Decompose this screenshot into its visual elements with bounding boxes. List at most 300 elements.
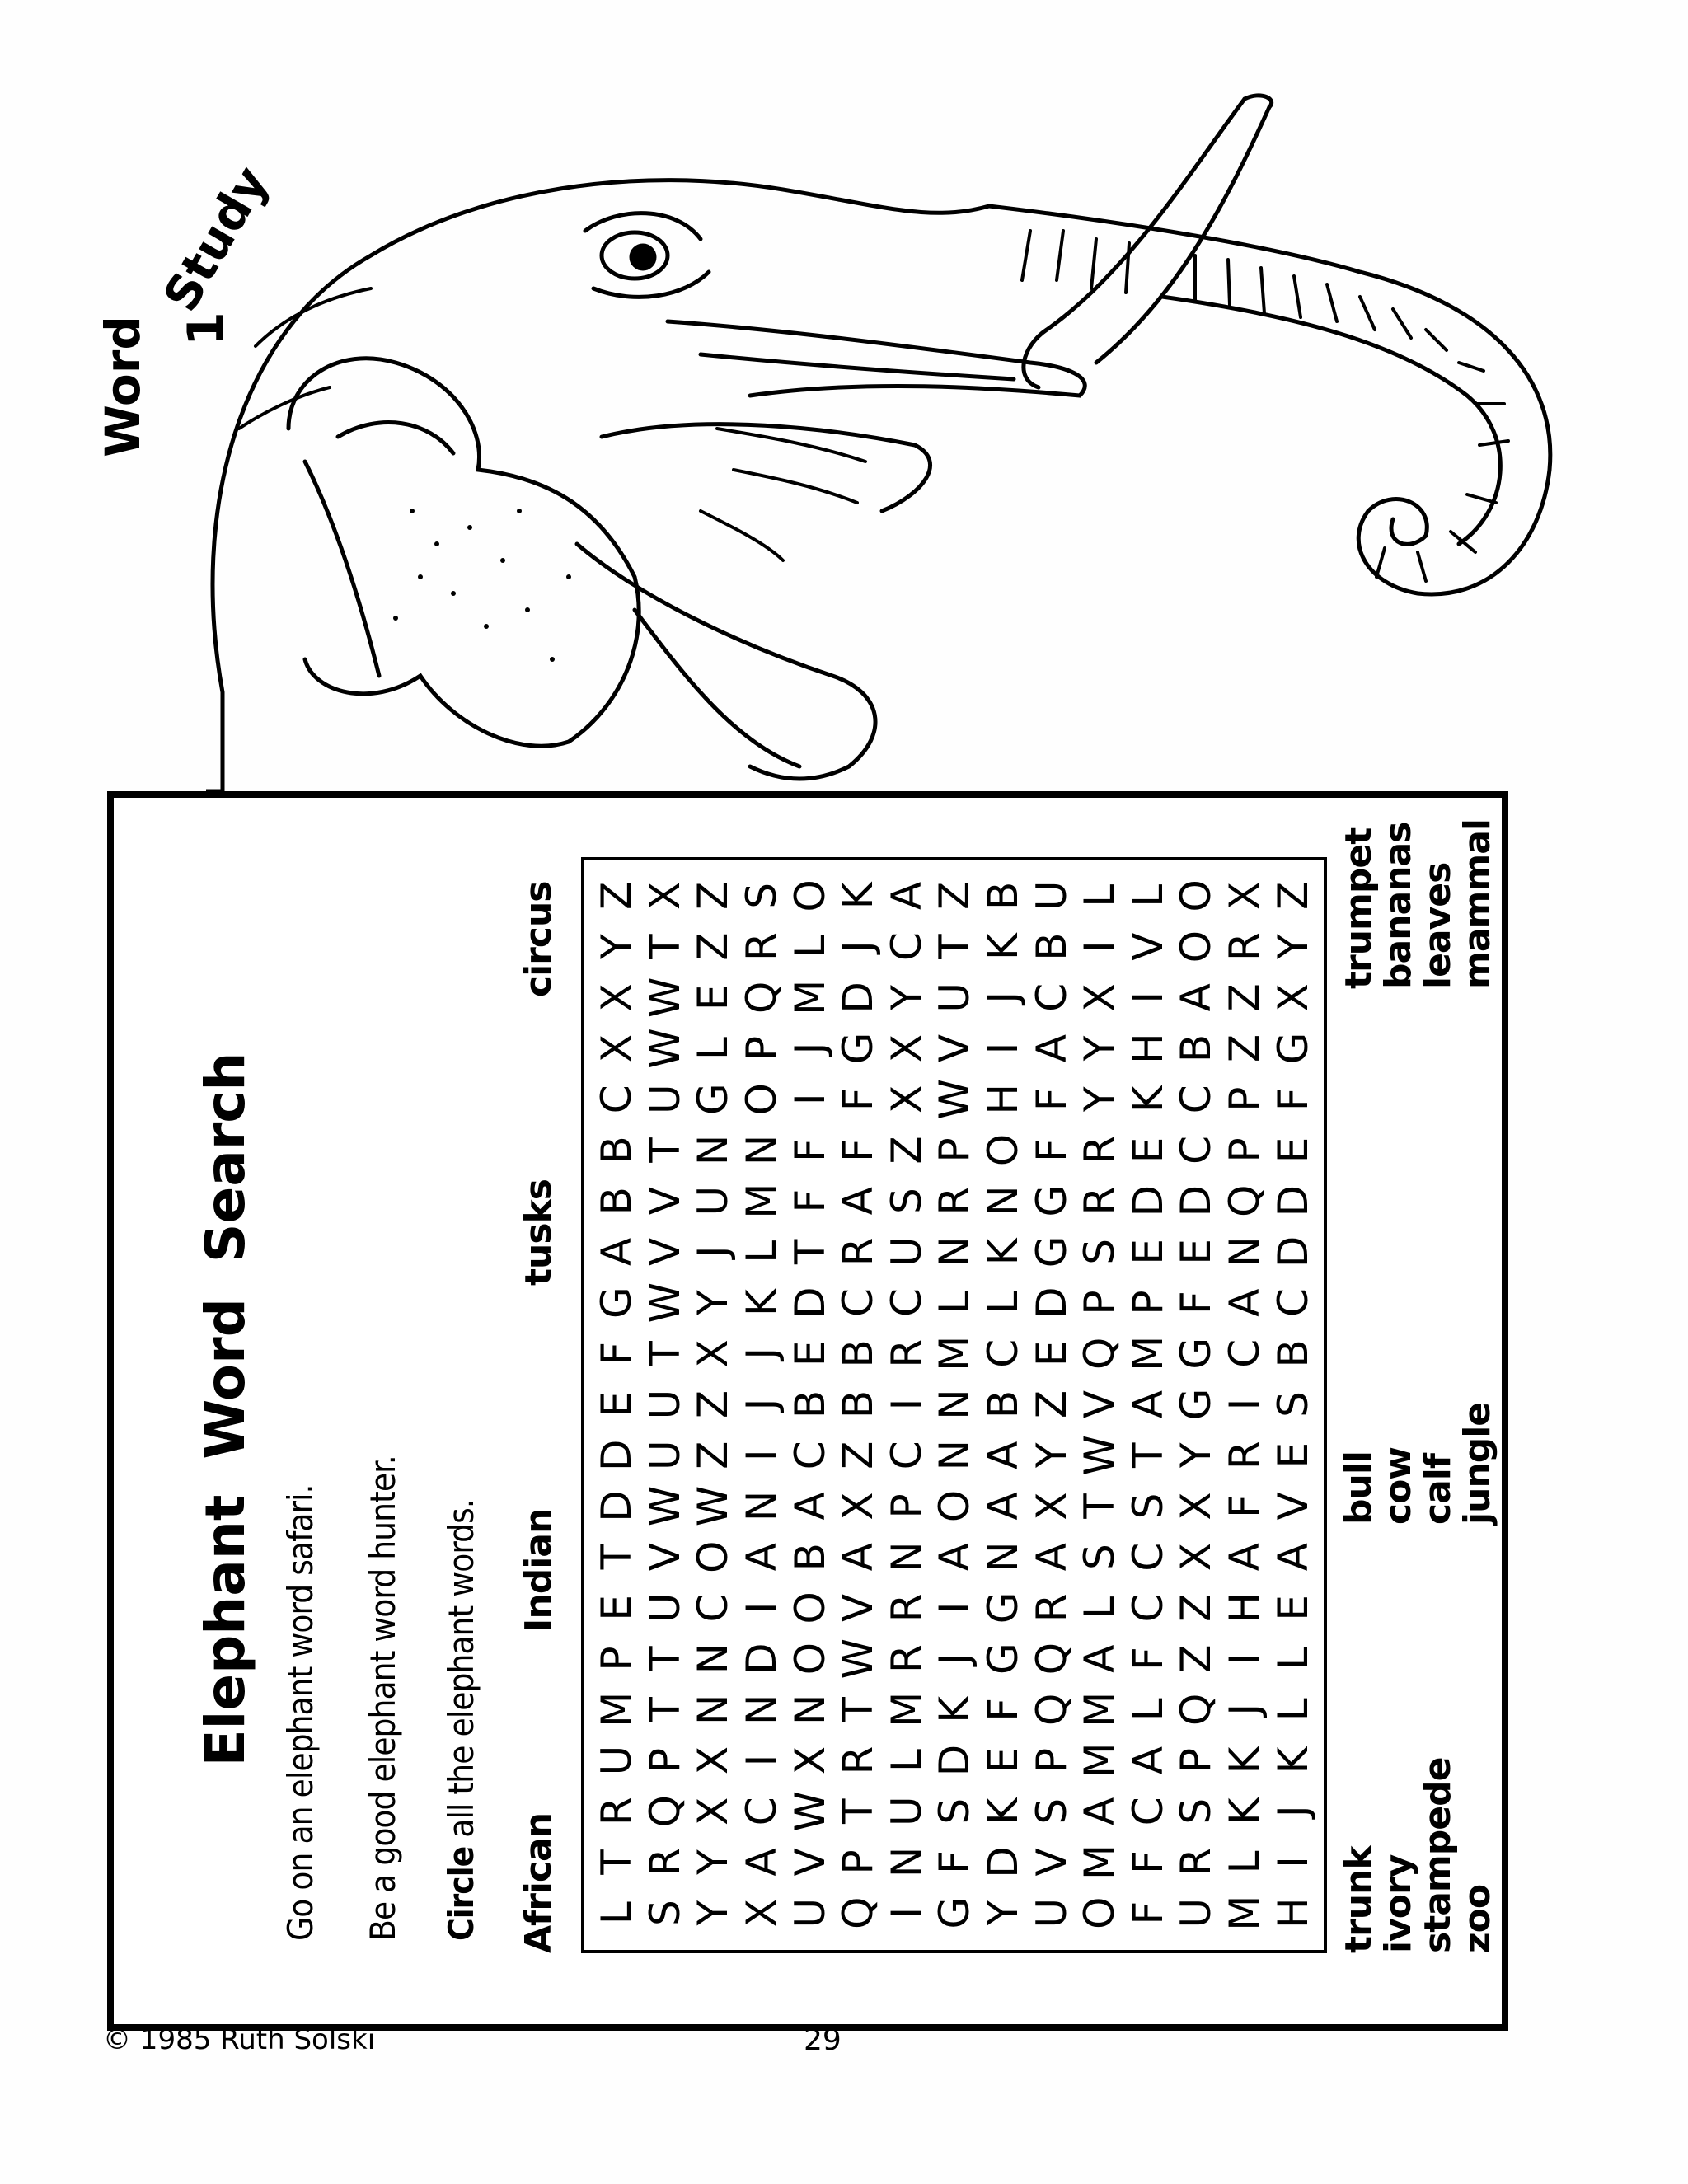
grid-cell[interactable]: U bbox=[882, 1236, 931, 1268]
grid-cell[interactable]: X bbox=[689, 1746, 738, 1775]
grid-cell[interactable]: F bbox=[785, 1188, 834, 1213]
grid-cell[interactable]: N bbox=[689, 1643, 738, 1675]
grid-cell[interactable]: L bbox=[1221, 1850, 1269, 1874]
grid-cell[interactable]: I bbox=[738, 1754, 786, 1767]
grid-cell[interactable]: X bbox=[882, 1085, 931, 1113]
grid-cell[interactable]: N bbox=[882, 1846, 931, 1878]
grid-cell[interactable]: L bbox=[1123, 1698, 1172, 1722]
grid-cell[interactable]: M bbox=[931, 1335, 979, 1371]
grid-cell[interactable]: C bbox=[1123, 1593, 1172, 1623]
grid-cell[interactable]: W bbox=[834, 1638, 883, 1680]
grid-cell[interactable]: K bbox=[1221, 1746, 1269, 1774]
grid-cell[interactable]: B bbox=[1027, 932, 1076, 961]
grid-cell[interactable]: V bbox=[785, 1848, 834, 1877]
grid-cell[interactable]: E bbox=[593, 1391, 641, 1418]
grid-cell[interactable]: U bbox=[640, 1084, 689, 1115]
grid-cell[interactable]: X bbox=[785, 1746, 834, 1775]
grid-cell[interactable]: W bbox=[640, 1282, 689, 1324]
grid-cell[interactable]: R bbox=[640, 1848, 689, 1877]
grid-cell[interactable]: A bbox=[1221, 1288, 1269, 1317]
grid-cell[interactable]: C bbox=[738, 1797, 786, 1826]
grid-cell[interactable]: A bbox=[593, 1237, 641, 1266]
grid-cell[interactable]: W bbox=[640, 977, 689, 1019]
grid-cell[interactable]: Y bbox=[882, 985, 931, 1010]
grid-cell[interactable]: Y bbox=[1268, 934, 1317, 959]
grid-cell[interactable]: K bbox=[1123, 1085, 1172, 1113]
grid-cell[interactable]: O bbox=[785, 1591, 834, 1624]
grid-cell[interactable]: B bbox=[785, 1390, 834, 1419]
grid-cell[interactable]: U bbox=[1172, 1897, 1221, 1929]
grid-cell[interactable]: Z bbox=[689, 932, 738, 961]
grid-cell[interactable]: K bbox=[834, 882, 883, 910]
grid-cell[interactable]: M bbox=[738, 1183, 786, 1219]
grid-cell[interactable]: Z bbox=[931, 881, 979, 910]
grid-cell[interactable]: D bbox=[785, 1286, 834, 1319]
grid-cell[interactable]: T bbox=[785, 1239, 834, 1265]
word-search-grid[interactable] bbox=[581, 857, 1327, 1953]
grid-cell[interactable]: C bbox=[882, 932, 931, 962]
grid-cell[interactable]: Z bbox=[689, 1441, 738, 1469]
grid-cell[interactable]: F bbox=[1172, 1291, 1221, 1315]
grid-cell[interactable]: A bbox=[738, 1543, 786, 1572]
grid-cell[interactable]: O bbox=[785, 879, 834, 912]
grid-cell[interactable]: X bbox=[882, 1033, 931, 1063]
grid-cell[interactable]: A bbox=[1027, 1033, 1076, 1063]
grid-cell[interactable]: F bbox=[593, 1341, 641, 1366]
grid-cell[interactable]: O bbox=[1172, 879, 1221, 912]
grid-cell[interactable]: I bbox=[738, 1449, 786, 1462]
grid-cell[interactable]: X bbox=[1172, 1543, 1221, 1572]
grid-cell[interactable]: T bbox=[640, 1646, 689, 1671]
grid-cell[interactable]: J bbox=[1268, 1805, 1317, 1818]
grid-cell[interactable]: V bbox=[1123, 932, 1172, 961]
grid-cell[interactable]: R bbox=[738, 932, 786, 961]
grid-cell[interactable]: Z bbox=[689, 1390, 738, 1419]
grid-cell[interactable]: E bbox=[1268, 1137, 1317, 1164]
grid-cell[interactable]: V bbox=[834, 1593, 883, 1622]
grid-cell[interactable]: C bbox=[785, 1441, 834, 1470]
grid-cell[interactable]: A bbox=[1123, 1746, 1172, 1775]
grid-cell[interactable]: Z bbox=[1172, 1644, 1221, 1673]
grid-cell[interactable]: Z bbox=[689, 881, 738, 910]
grid-cell[interactable]: F bbox=[1123, 1850, 1172, 1874]
grid-cell[interactable]: D bbox=[1123, 1184, 1172, 1217]
grid-cell[interactable]: S bbox=[1268, 1391, 1317, 1418]
grid-cell[interactable]: Y bbox=[593, 934, 641, 959]
grid-cell[interactable]: Z bbox=[1221, 983, 1269, 1012]
grid-cell[interactable]: W bbox=[785, 1791, 834, 1832]
grid-cell[interactable]: B bbox=[1268, 1339, 1317, 1368]
grid-cell[interactable]: T bbox=[640, 1697, 689, 1722]
grid-cell[interactable]: T bbox=[640, 934, 689, 959]
grid-cell[interactable]: J bbox=[738, 1347, 786, 1360]
grid-cell[interactable]: M bbox=[785, 979, 834, 1015]
grid-cell[interactable]: E bbox=[979, 1747, 1028, 1774]
grid-cell[interactable]: C bbox=[1172, 1085, 1221, 1114]
grid-cell[interactable]: N bbox=[785, 1694, 834, 1725]
grid-cell[interactable]: I bbox=[931, 1601, 979, 1615]
grid-cell[interactable]: N bbox=[689, 1134, 738, 1166]
grid-cell[interactable]: A bbox=[738, 1848, 786, 1877]
grid-cell[interactable]: U bbox=[931, 982, 979, 1013]
grid-cell[interactable]: C bbox=[979, 1338, 1028, 1368]
grid-cell[interactable]: U bbox=[640, 1592, 689, 1624]
grid-cell[interactable]: X bbox=[640, 881, 689, 910]
grid-cell[interactable]: R bbox=[1221, 932, 1269, 961]
grid-cell[interactable]: U bbox=[689, 1185, 738, 1216]
grid-cell[interactable]: A bbox=[1172, 983, 1221, 1012]
grid-cell[interactable]: K bbox=[738, 1289, 786, 1316]
grid-cell[interactable]: Z bbox=[1221, 1033, 1269, 1063]
grid-cell[interactable]: T bbox=[593, 1544, 641, 1570]
grid-cell[interactable]: S bbox=[738, 882, 786, 909]
grid-cell[interactable]: E bbox=[785, 1340, 834, 1367]
grid-cell[interactable]: W bbox=[931, 1079, 979, 1120]
grid-cell[interactable]: S bbox=[931, 1797, 979, 1825]
grid-cell[interactable]: V bbox=[640, 1543, 689, 1572]
grid-cell[interactable]: L bbox=[1076, 883, 1124, 907]
grid-cell[interactable]: U bbox=[593, 1745, 641, 1776]
grid-cell[interactable]: A bbox=[1076, 1797, 1124, 1825]
grid-cell[interactable]: N bbox=[1221, 1236, 1269, 1268]
grid-cell[interactable]: V bbox=[1076, 1390, 1124, 1419]
grid-cell[interactable]: D bbox=[834, 982, 883, 1014]
grid-cell[interactable]: R bbox=[1076, 1186, 1124, 1216]
grid-cell[interactable]: C bbox=[1172, 1135, 1221, 1165]
grid-cell[interactable]: P bbox=[738, 1035, 786, 1062]
grid-cell[interactable]: E bbox=[689, 984, 738, 1011]
grid-cell[interactable]: D bbox=[593, 1490, 641, 1522]
grid-cell[interactable]: G bbox=[1172, 1337, 1221, 1370]
grid-cell[interactable]: X bbox=[1172, 1492, 1221, 1521]
grid-cell[interactable]: K bbox=[979, 1238, 1028, 1266]
grid-cell[interactable]: Z bbox=[1027, 1390, 1076, 1419]
grid-cell[interactable]: H bbox=[1221, 1592, 1269, 1624]
grid-cell[interactable]: T bbox=[1076, 1493, 1124, 1519]
grid-cell[interactable]: C bbox=[689, 1593, 738, 1623]
grid-cell[interactable]: M bbox=[1076, 1742, 1124, 1779]
grid-cell[interactable]: S bbox=[1123, 1493, 1172, 1520]
grid-cell[interactable]: B bbox=[593, 1136, 641, 1165]
grid-cell[interactable]: X bbox=[593, 1033, 641, 1063]
grid-cell[interactable]: D bbox=[1027, 1286, 1076, 1319]
grid-cell[interactable]: M bbox=[1123, 1335, 1172, 1371]
grid-cell[interactable]: O bbox=[931, 1489, 979, 1523]
grid-cell[interactable]: C bbox=[593, 1085, 641, 1114]
grid-cell[interactable]: P bbox=[1027, 1747, 1076, 1774]
grid-cell[interactable]: B bbox=[834, 1339, 883, 1368]
grid-cell[interactable]: F bbox=[931, 1850, 979, 1874]
grid-cell[interactable]: F bbox=[1123, 1647, 1172, 1671]
grid-cell[interactable]: G bbox=[1268, 1032, 1317, 1065]
grid-cell[interactable]: L bbox=[1076, 1596, 1124, 1619]
grid-cell[interactable]: Q bbox=[1027, 1693, 1076, 1726]
grid-cell[interactable]: Q bbox=[1076, 1337, 1124, 1370]
grid-cell[interactable]: I bbox=[882, 1398, 931, 1411]
grid-cell[interactable]: B bbox=[593, 1187, 641, 1216]
grid-cell[interactable]: O bbox=[738, 1083, 786, 1116]
grid-cell[interactable]: O bbox=[979, 1133, 1028, 1167]
grid-cell[interactable]: L bbox=[738, 1240, 786, 1263]
grid-cell[interactable]: E bbox=[1172, 1239, 1221, 1265]
grid-cell[interactable]: Z bbox=[1172, 1593, 1221, 1622]
grid-cell[interactable]: L bbox=[689, 1037, 738, 1060]
grid-cell[interactable]: P bbox=[931, 1137, 979, 1163]
grid-cell[interactable]: A bbox=[1221, 1543, 1269, 1572]
grid-cell[interactable]: U bbox=[882, 1796, 931, 1827]
grid-cell[interactable]: A bbox=[1076, 1644, 1124, 1673]
grid-cell[interactable]: R bbox=[593, 1797, 641, 1826]
grid-cell[interactable]: X bbox=[738, 1899, 786, 1928]
grid-cell[interactable]: S bbox=[1076, 1238, 1124, 1265]
grid-cell[interactable]: Y bbox=[1076, 1086, 1124, 1112]
grid-cell[interactable]: V bbox=[640, 1187, 689, 1216]
grid-cell[interactable]: C bbox=[1123, 1797, 1172, 1826]
grid-cell[interactable]: J bbox=[931, 1652, 979, 1665]
grid-cell[interactable]: S bbox=[882, 1188, 931, 1215]
grid-cell[interactable]: G bbox=[1027, 1184, 1076, 1217]
grid-cell[interactable]: V bbox=[1027, 1848, 1076, 1877]
grid-cell[interactable]: N bbox=[931, 1440, 979, 1471]
grid-cell[interactable]: L bbox=[979, 1291, 1028, 1315]
grid-cell[interactable]: F bbox=[834, 1138, 883, 1162]
grid-cell[interactable]: I bbox=[1123, 991, 1172, 1004]
grid-cell[interactable]: L bbox=[931, 1291, 979, 1315]
grid-cell[interactable]: O bbox=[785, 1642, 834, 1675]
grid-cell[interactable]: S bbox=[1172, 1797, 1221, 1825]
grid-cell[interactable]: G bbox=[931, 1896, 979, 1929]
grid-cell[interactable]: W bbox=[689, 1485, 738, 1527]
grid-cell[interactable]: P bbox=[1123, 1290, 1172, 1315]
grid-cell[interactable]: A bbox=[1268, 1543, 1317, 1572]
grid-cell[interactable]: O bbox=[1076, 1896, 1124, 1929]
grid-cell[interactable]: X bbox=[689, 1797, 738, 1825]
grid-cell[interactable]: U bbox=[1027, 1897, 1076, 1929]
grid-cell[interactable]: H bbox=[979, 1083, 1028, 1115]
grid-cell[interactable]: M bbox=[1221, 1895, 1269, 1931]
grid-cell[interactable]: Y bbox=[1172, 1442, 1221, 1468]
grid-cell[interactable]: E bbox=[1268, 1441, 1317, 1469]
grid-cell[interactable]: D bbox=[979, 1846, 1028, 1878]
grid-cell[interactable]: J bbox=[738, 1398, 786, 1411]
grid-cell[interactable]: G bbox=[593, 1286, 641, 1319]
grid-cell[interactable]: Q bbox=[640, 1795, 689, 1828]
grid-cell[interactable]: C bbox=[1268, 1288, 1317, 1318]
grid-cell[interactable]: C bbox=[882, 1441, 931, 1470]
grid-cell[interactable]: T bbox=[640, 1137, 689, 1163]
grid-cell[interactable]: B bbox=[834, 1390, 883, 1419]
grid-cell[interactable]: A bbox=[1123, 1390, 1172, 1419]
grid-cell[interactable]: G bbox=[689, 1083, 738, 1116]
grid-cell[interactable]: A bbox=[882, 881, 931, 910]
grid-cell[interactable]: I bbox=[1221, 1652, 1269, 1665]
grid-cell[interactable]: V bbox=[931, 1033, 979, 1063]
grid-cell[interactable]: X bbox=[593, 983, 641, 1012]
grid-cell[interactable]: M bbox=[1076, 1844, 1124, 1881]
grid-cell[interactable]: W bbox=[640, 1485, 689, 1527]
grid-cell[interactable]: R bbox=[834, 1237, 883, 1267]
grid-cell[interactable]: K bbox=[1221, 1797, 1269, 1825]
grid-cell[interactable]: X bbox=[689, 1339, 738, 1368]
grid-cell[interactable]: T bbox=[593, 1849, 641, 1875]
grid-cell[interactable]: L bbox=[882, 1749, 931, 1772]
grid-cell[interactable]: Z bbox=[882, 1136, 931, 1165]
grid-cell[interactable]: N bbox=[738, 1490, 786, 1522]
grid-cell[interactable]: T bbox=[1123, 1442, 1172, 1468]
grid-cell[interactable]: H bbox=[1268, 1897, 1317, 1929]
grid-cell[interactable]: T bbox=[931, 934, 979, 959]
grid-cell[interactable]: F bbox=[1123, 1900, 1172, 1925]
grid-cell[interactable]: E bbox=[1268, 1595, 1317, 1621]
grid-cell[interactable]: N bbox=[882, 1541, 931, 1572]
grid-cell[interactable]: P bbox=[1221, 1086, 1269, 1112]
grid-cell[interactable]: J bbox=[689, 1245, 738, 1258]
grid-cell[interactable]: M bbox=[882, 1691, 931, 1727]
grid-cell[interactable]: Q bbox=[1027, 1642, 1076, 1675]
grid-cell[interactable]: O bbox=[1172, 930, 1221, 963]
grid-cell[interactable]: Q bbox=[1221, 1184, 1269, 1217]
grid-cell[interactable]: C bbox=[1027, 982, 1076, 1012]
grid-cell[interactable]: R bbox=[1172, 1848, 1221, 1877]
grid-cell[interactable]: Q bbox=[834, 1896, 883, 1929]
grid-cell[interactable]: A bbox=[931, 1543, 979, 1572]
grid-cell[interactable]: K bbox=[979, 1797, 1028, 1825]
grid-cell[interactable]: U bbox=[785, 1897, 834, 1929]
grid-cell[interactable]: I bbox=[1076, 940, 1124, 953]
grid-cell[interactable]: D bbox=[593, 1439, 641, 1471]
grid-cell[interactable]: F bbox=[1221, 1494, 1269, 1518]
grid-cell[interactable]: G bbox=[979, 1643, 1028, 1675]
grid-cell[interactable]: K bbox=[979, 933, 1028, 960]
grid-cell[interactable]: D bbox=[1268, 1235, 1317, 1268]
grid-cell[interactable]: S bbox=[1076, 1544, 1124, 1571]
grid-cell[interactable]: B bbox=[979, 1390, 1028, 1419]
grid-cell[interactable]: J bbox=[1221, 1703, 1269, 1716]
grid-cell[interactable]: W bbox=[1076, 1435, 1124, 1476]
grid-cell[interactable]: I bbox=[1268, 1856, 1317, 1868]
grid-cell[interactable]: I bbox=[785, 1093, 834, 1106]
grid-cell[interactable]: F bbox=[1268, 1087, 1317, 1112]
grid-cell[interactable]: B bbox=[785, 1543, 834, 1572]
grid-cell[interactable]: G bbox=[1027, 1235, 1076, 1268]
grid-cell[interactable]: R bbox=[882, 1644, 931, 1673]
grid-cell[interactable]: E bbox=[1027, 1340, 1076, 1367]
grid-cell[interactable]: P bbox=[882, 1493, 931, 1519]
grid-cell[interactable]: L bbox=[785, 935, 834, 958]
grid-cell[interactable]: J bbox=[979, 991, 1028, 1004]
grid-cell[interactable]: Y bbox=[689, 1290, 738, 1315]
grid-cell[interactable]: E bbox=[1123, 1239, 1172, 1265]
grid-cell[interactable]: Y bbox=[979, 1900, 1028, 1926]
grid-cell[interactable]: F bbox=[1027, 1087, 1076, 1112]
grid-cell[interactable]: R bbox=[1221, 1441, 1269, 1470]
grid-cell[interactable]: N bbox=[979, 1541, 1028, 1572]
grid-cell[interactable]: G bbox=[979, 1591, 1028, 1624]
grid-cell[interactable]: Y bbox=[689, 1849, 738, 1875]
grid-cell[interactable]: M bbox=[593, 1691, 641, 1727]
grid-cell[interactable]: Y bbox=[1027, 1442, 1076, 1468]
grid-cell[interactable]: A bbox=[1027, 1543, 1076, 1572]
grid-cell[interactable]: F bbox=[785, 1138, 834, 1162]
grid-cell[interactable]: F bbox=[1027, 1138, 1076, 1162]
grid-cell[interactable]: P bbox=[640, 1747, 689, 1774]
grid-cell[interactable]: P bbox=[593, 1646, 641, 1671]
grid-cell[interactable]: P bbox=[1221, 1137, 1269, 1163]
grid-cell[interactable]: C bbox=[1123, 1542, 1172, 1572]
grid-cell[interactable]: T bbox=[640, 1341, 689, 1366]
grid-cell[interactable]: N bbox=[931, 1236, 979, 1268]
grid-cell[interactable]: K bbox=[1268, 1746, 1317, 1774]
grid-cell[interactable]: V bbox=[1268, 1492, 1317, 1521]
grid-cell[interactable]: D bbox=[1172, 1184, 1221, 1217]
grid-cell[interactable]: I bbox=[882, 1906, 931, 1919]
grid-cell[interactable]: R bbox=[882, 1593, 931, 1623]
grid-cell[interactable]: L bbox=[593, 1901, 641, 1925]
grid-cell[interactable]: X bbox=[1027, 1492, 1076, 1521]
grid-cell[interactable]: P bbox=[1172, 1747, 1221, 1774]
grid-cell[interactable]: B bbox=[979, 881, 1028, 911]
grid-cell[interactable]: Y bbox=[1076, 1035, 1124, 1062]
grid-cell[interactable]: L bbox=[1268, 1698, 1317, 1722]
grid-cell[interactable]: N bbox=[738, 1694, 786, 1725]
grid-cell[interactable]: N bbox=[931, 1389, 979, 1420]
grid-cell[interactable]: Z bbox=[593, 881, 641, 910]
grid-cell[interactable]: T bbox=[834, 1798, 883, 1824]
grid-cell[interactable]: J bbox=[785, 1042, 834, 1055]
grid-cell[interactable]: I bbox=[979, 1042, 1028, 1055]
grid-cell[interactable]: R bbox=[882, 1338, 931, 1368]
grid-cell[interactable]: Z bbox=[1268, 881, 1317, 910]
grid-cell[interactable]: R bbox=[1027, 1593, 1076, 1623]
grid-cell[interactable]: N bbox=[979, 1185, 1028, 1216]
grid-cell[interactable]: D bbox=[1268, 1184, 1317, 1217]
grid-cell[interactable]: A bbox=[834, 1543, 883, 1572]
grid-cell[interactable]: E bbox=[593, 1595, 641, 1621]
grid-cell[interactable]: Q bbox=[738, 981, 786, 1014]
grid-cell[interactable]: X bbox=[1076, 983, 1124, 1012]
grid-cell[interactable]: W bbox=[640, 1028, 689, 1069]
grid-cell[interactable]: C bbox=[1221, 1338, 1269, 1368]
grid-cell[interactable]: K bbox=[931, 1695, 979, 1723]
grid-cell[interactable]: P bbox=[1076, 1290, 1124, 1315]
grid-cell[interactable]: R bbox=[1076, 1136, 1124, 1165]
grid-cell[interactable]: Z bbox=[834, 1441, 883, 1469]
grid-cell[interactable]: D bbox=[931, 1744, 979, 1777]
grid-cell[interactable]: I bbox=[738, 1601, 786, 1615]
grid-cell[interactable]: N bbox=[689, 1694, 738, 1725]
grid-cell[interactable]: F bbox=[834, 1087, 883, 1112]
grid-cell[interactable]: J bbox=[834, 940, 883, 953]
grid-cell[interactable]: U bbox=[1027, 880, 1076, 912]
grid-cell[interactable]: S bbox=[640, 1900, 689, 1927]
grid-cell[interactable]: T bbox=[834, 1697, 883, 1722]
grid-cell[interactable]: L bbox=[1123, 883, 1172, 907]
grid-cell[interactable]: X bbox=[1268, 983, 1317, 1012]
grid-cell[interactable]: G bbox=[834, 1032, 883, 1065]
grid-cell[interactable]: E bbox=[1123, 1137, 1172, 1164]
grid-cell[interactable]: X bbox=[834, 1492, 883, 1521]
grid-cell[interactable]: A bbox=[979, 1492, 1028, 1521]
grid-cell[interactable]: Q bbox=[1172, 1693, 1221, 1726]
grid-cell[interactable]: H bbox=[1123, 1033, 1172, 1064]
grid-cell[interactable]: X bbox=[1221, 881, 1269, 910]
grid-cell[interactable]: A bbox=[979, 1441, 1028, 1469]
grid-cell[interactable]: S bbox=[1027, 1797, 1076, 1825]
grid-cell[interactable]: Y bbox=[689, 1900, 738, 1926]
grid-cell[interactable]: A bbox=[785, 1492, 834, 1521]
grid-cell[interactable]: G bbox=[1172, 1388, 1221, 1421]
grid-cell[interactable]: B bbox=[1172, 1033, 1221, 1063]
